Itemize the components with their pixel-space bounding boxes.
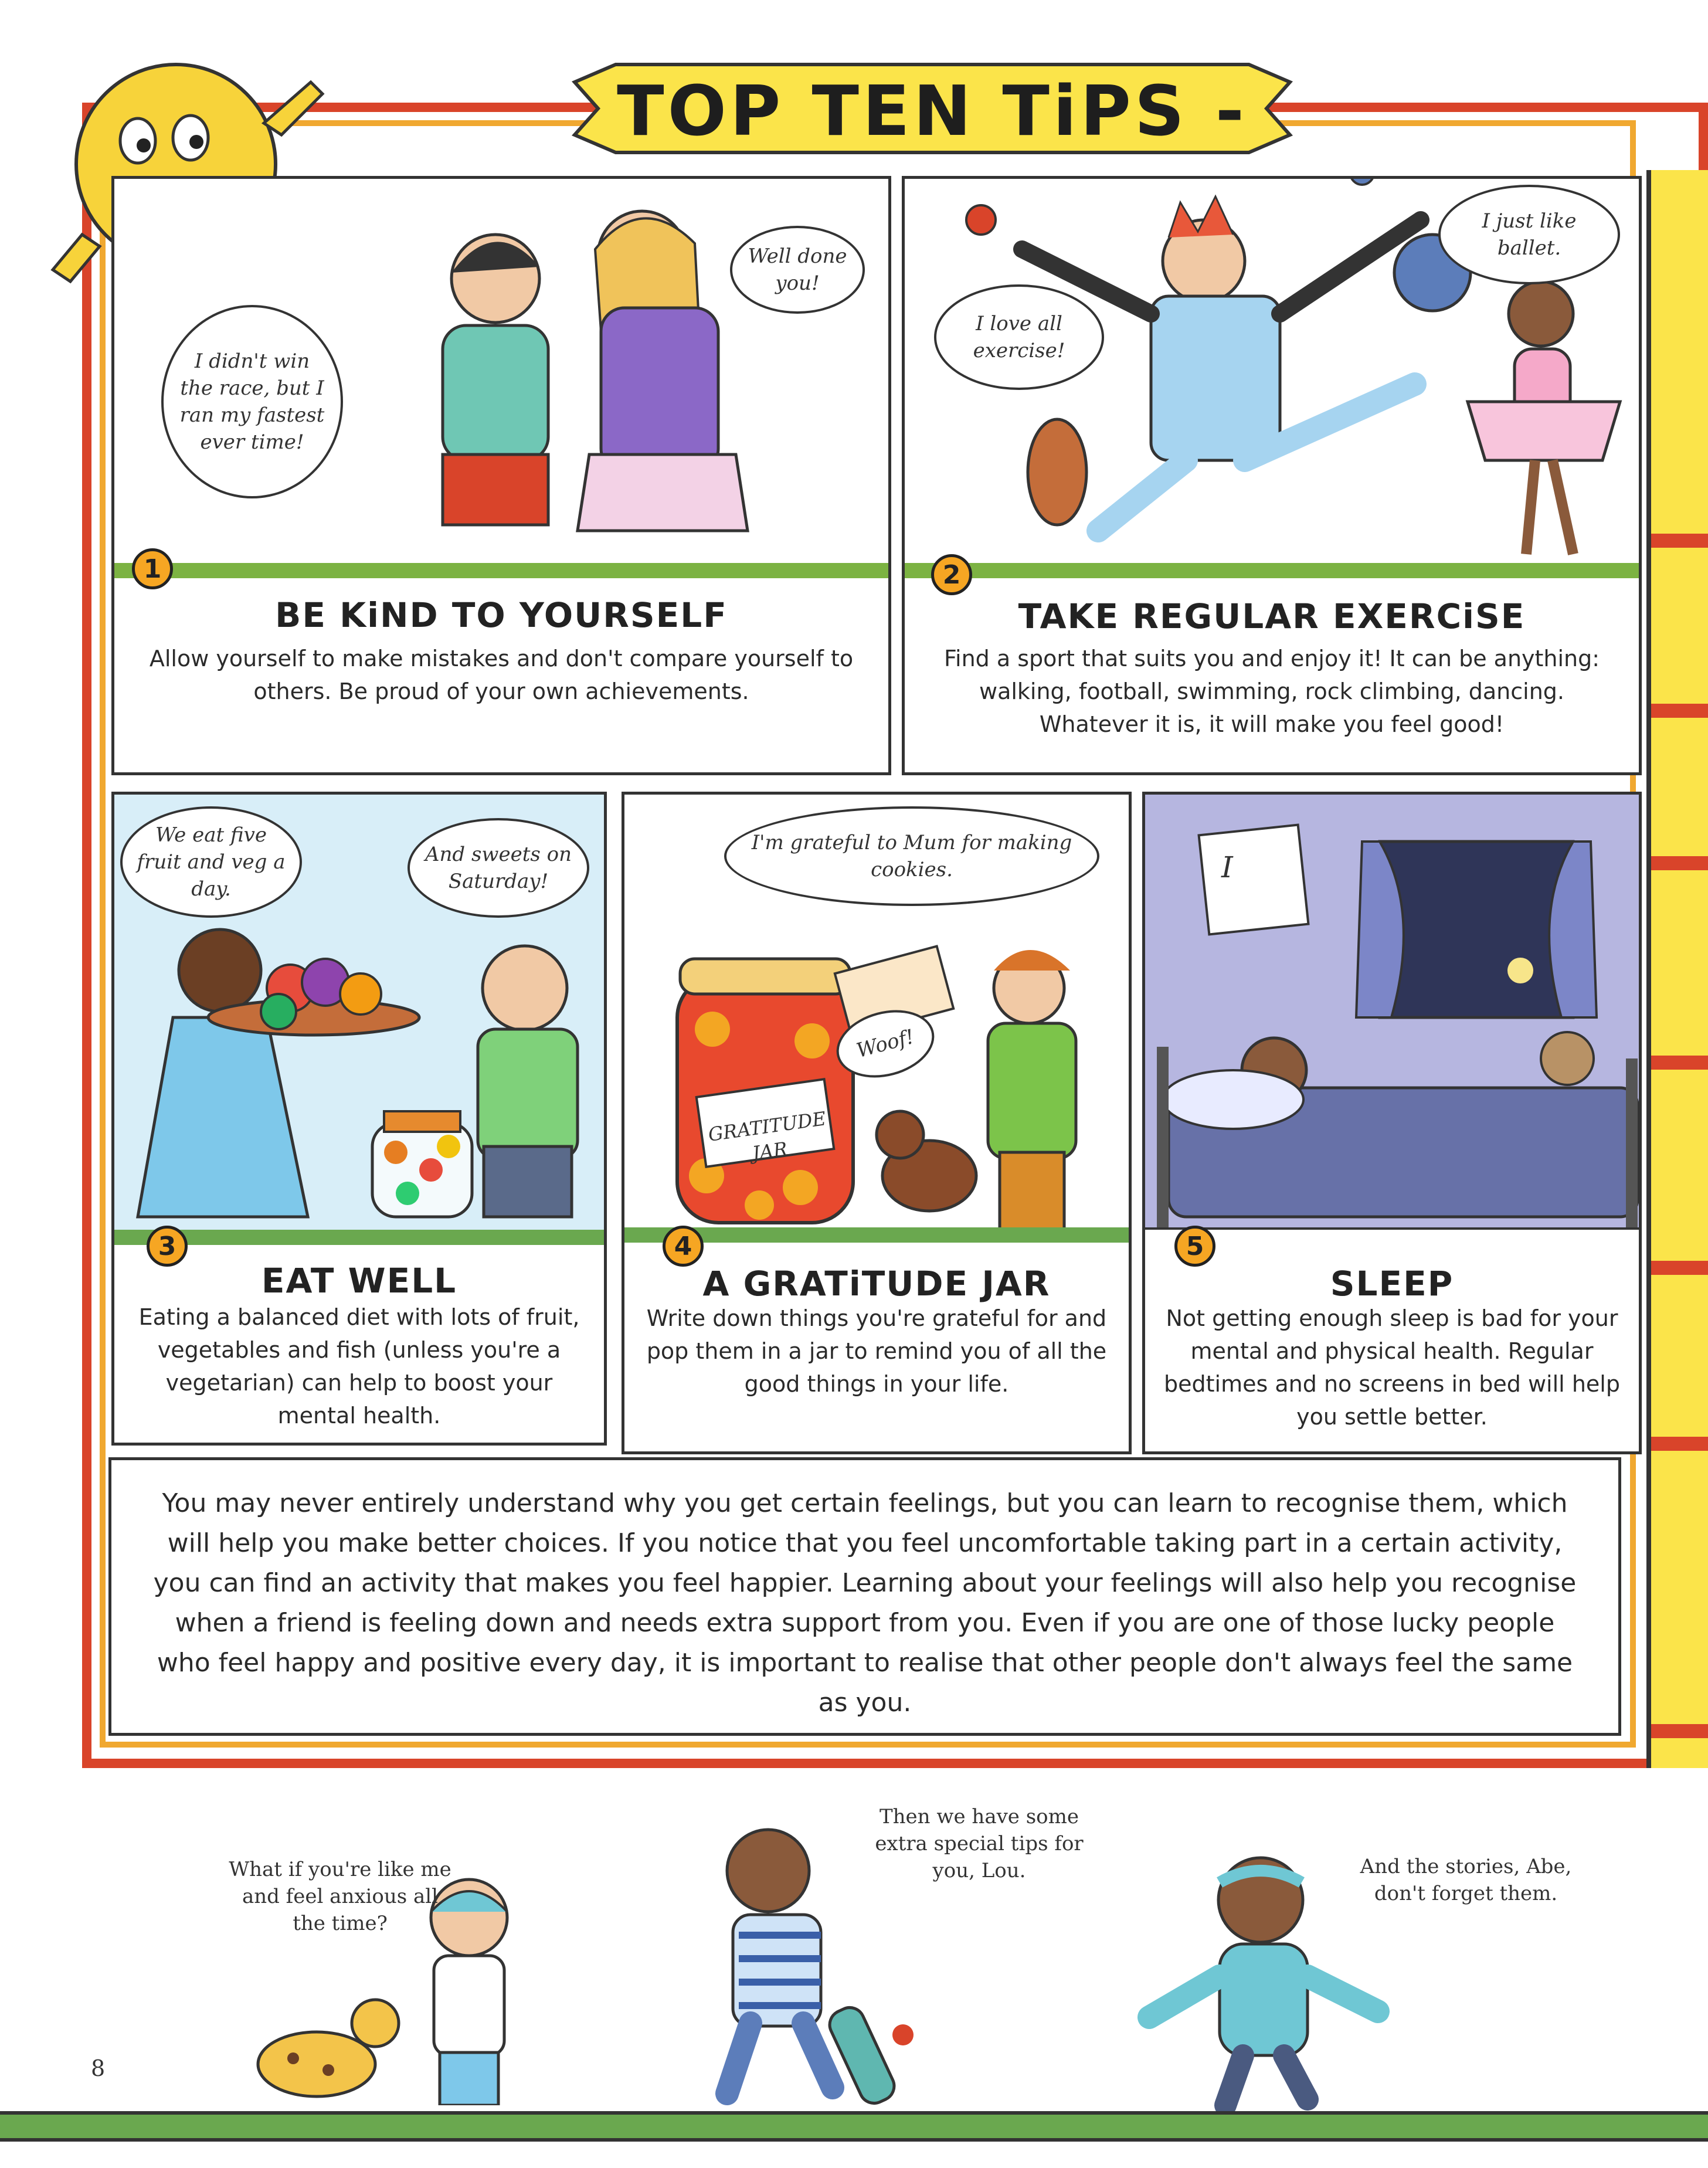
speech-bubble: I love all exercise! xyxy=(934,284,1104,390)
speech-bubble: We eat five fruit and veg a day. xyxy=(120,806,302,918)
speech-bubble: I didn't win the race, but I ran my fastest ever time! xyxy=(161,305,343,498)
tip-panel-5 xyxy=(1142,792,1642,1454)
tip-title: A GRATiTUDE JAR xyxy=(702,1264,1051,1304)
tip-panel-2 xyxy=(902,176,1642,775)
title-banner xyxy=(563,47,1302,170)
page-number: 8 xyxy=(91,2055,106,2081)
summary-text: You may never entirely understand why you get certain feelings, but you can learn to recognise them, which will help you make better choices. If you notice that you feel uncomfortable taking part in a certain activity, you can find an activity that makes you feel happier. Learning about your feelings will also help you recognise when a friend is feeling down and needs extra support from you. Even if you are one of those lucky people who feel happy and positive every day, it is important to realise that other people don't always feel the same as you. xyxy=(153,1488,1577,1718)
girl-speech-text: And the stories, Abe, don't forget them. xyxy=(1360,1855,1572,1905)
panel-divider xyxy=(1145,1227,1639,1245)
tip-body: Not getting enough sleep is bad for your mental and physical health. Regular bedtimes and no screens in bed will help you settle better. xyxy=(1164,1305,1620,1430)
tip-number-badge: 3 xyxy=(147,1226,188,1267)
tip-number-badge: 1 xyxy=(132,548,173,589)
tip-body: Write down things you're grateful for and pop them in a jar to remind you of all the good things in your life. xyxy=(646,1305,1107,1397)
sleep-illustration xyxy=(1145,795,1642,1237)
ground-strip xyxy=(0,2111,1708,2142)
speech-bubble: I just like ballet. xyxy=(1438,185,1620,284)
tip-panel-4 xyxy=(622,792,1132,1454)
tip-title: EAT WELL xyxy=(261,1261,457,1301)
page-title: TOP TEN TiPS - xyxy=(617,70,1248,151)
jar-label: GRATITUDE JAR xyxy=(707,1107,828,1165)
speech-bubble: Woof! xyxy=(829,1000,942,1088)
tip-number-badge: 2 xyxy=(931,554,972,595)
speech-bubble: Well done you! xyxy=(730,226,865,314)
tip-panel-3 xyxy=(111,792,607,1446)
tip-number-badge: 4 xyxy=(663,1226,704,1267)
tip-title: SLEEP xyxy=(1330,1264,1454,1304)
speech-bubble: I'm grateful to Mum for making cookies. xyxy=(724,806,1099,906)
tip-panel-1 xyxy=(111,176,891,775)
lou-speech-text: What if you're like me and feel anxious all the time? xyxy=(229,1858,451,1935)
summary-box xyxy=(108,1457,1621,1736)
tip-number-badge: 5 xyxy=(1174,1226,1215,1267)
tip-title: BE KiND TO YOURSELF xyxy=(275,595,728,635)
grass-strip xyxy=(114,1230,604,1245)
tip-body: Eating a balanced diet with lots of fruit, vegetables and fish (unless you're a vegetarian) can help to boost your mental health. xyxy=(138,1304,580,1429)
tip-body: Allow yourself to make mistakes and don't compare yourself to others. Be proud of your own achievements. xyxy=(149,646,854,704)
tip-body: Find a sport that suits you and enjoy it! It can be anything: walking, football, swimming, rock climbing, dancing. Whatever it is, it will make you feel good! xyxy=(943,646,1600,737)
tip-title: TAKE REGULAR EXERCiSE xyxy=(1018,596,1526,636)
abe-speech-text: Then we have some extra special tips for you, Lou. xyxy=(875,1805,1084,1882)
grass-strip xyxy=(905,563,1639,578)
grass-strip xyxy=(114,563,888,578)
speech-bubble: And sweets on Saturday! xyxy=(408,818,589,918)
side-strip xyxy=(1646,170,1708,1768)
poster-letter: I xyxy=(1221,850,1233,884)
